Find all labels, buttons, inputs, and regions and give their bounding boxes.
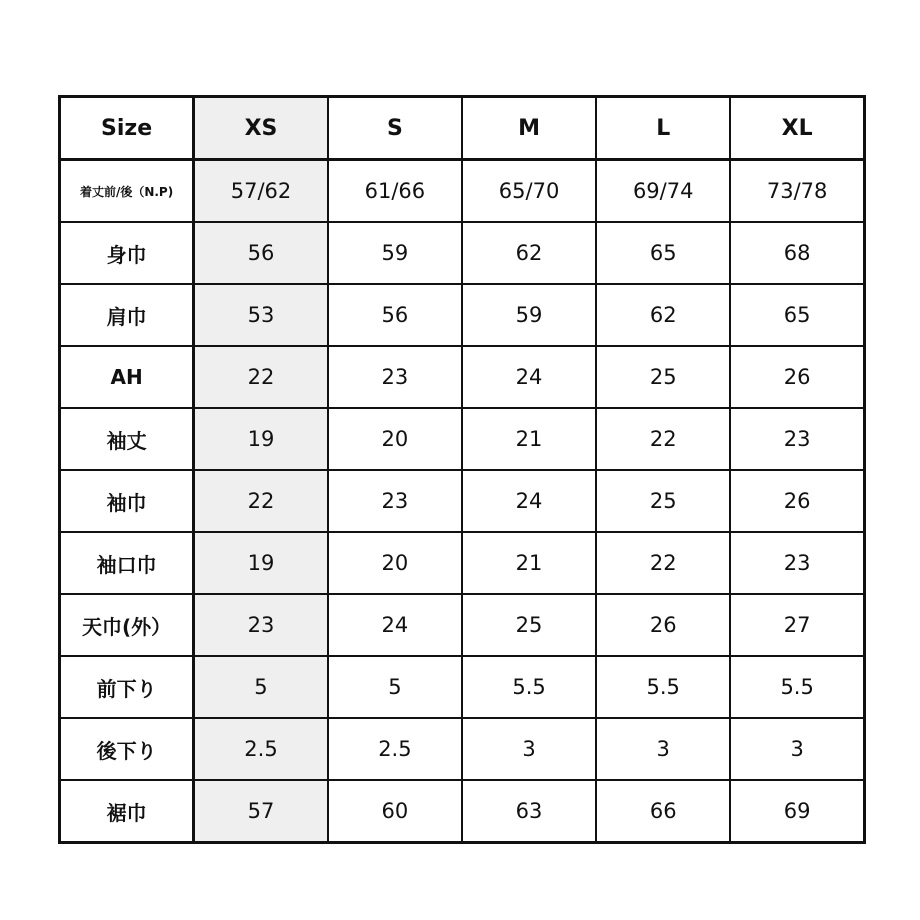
- cell-value: 25: [596, 346, 730, 408]
- table-row: [60, 346, 865, 408]
- row-label: 着丈前/後（N.P): [60, 160, 194, 223]
- cell-value: 62: [596, 284, 730, 346]
- cell-value: 61/66: [328, 160, 462, 223]
- cell-value: 26: [730, 470, 864, 532]
- cell-value: 3: [462, 718, 596, 780]
- cell-value: 5: [194, 656, 328, 718]
- cell-value: 2.5: [328, 718, 462, 780]
- cell-value: 27: [730, 594, 864, 656]
- cell-value: 63: [462, 780, 596, 843]
- cell-value: 22: [194, 470, 328, 532]
- header-size-xs: XS: [194, 97, 328, 160]
- cell-value: 68: [730, 222, 864, 284]
- cell-value: 23: [328, 470, 462, 532]
- cell-value: 26: [596, 594, 730, 656]
- cell-value: 25: [596, 470, 730, 532]
- cell-value: 62: [462, 222, 596, 284]
- cell-value: 5.5: [596, 656, 730, 718]
- cell-value: 5.5: [462, 656, 596, 718]
- row-label: AH: [60, 346, 194, 408]
- cell-value: 26: [730, 346, 864, 408]
- cell-value: 19: [194, 532, 328, 594]
- table-row: [60, 656, 865, 718]
- table-row: [60, 594, 865, 656]
- table-row: [60, 160, 865, 223]
- cell-value: 23: [730, 408, 864, 470]
- cell-value: 23: [730, 532, 864, 594]
- row-label: 袖巾: [60, 470, 194, 532]
- cell-value: 22: [194, 346, 328, 408]
- row-label: 天巾(外）: [60, 594, 194, 656]
- cell-value: 59: [328, 222, 462, 284]
- cell-value: 57: [194, 780, 328, 843]
- cell-value: 3: [730, 718, 864, 780]
- cell-value: 23: [328, 346, 462, 408]
- cell-value: 23: [194, 594, 328, 656]
- table-row: [60, 718, 865, 780]
- cell-value: 59: [462, 284, 596, 346]
- table-row: [60, 780, 865, 843]
- cell-value: 66: [596, 780, 730, 843]
- cell-value: 24: [462, 346, 596, 408]
- cell-value: 69/74: [596, 160, 730, 223]
- cell-value: 56: [328, 284, 462, 346]
- table-row: [60, 284, 865, 346]
- table-row: [60, 532, 865, 594]
- row-label: 前下り: [60, 656, 194, 718]
- cell-value: 20: [328, 408, 462, 470]
- row-label: 袖丈: [60, 408, 194, 470]
- table-row: [60, 222, 865, 284]
- cell-value: 60: [328, 780, 462, 843]
- cell-value: 65/70: [462, 160, 596, 223]
- cell-value: 24: [328, 594, 462, 656]
- header-size-m: M: [462, 97, 596, 160]
- row-label: 裾巾: [60, 780, 194, 843]
- cell-value: 65: [596, 222, 730, 284]
- cell-value: 25: [462, 594, 596, 656]
- row-label: 袖口巾: [60, 532, 194, 594]
- cell-value: 21: [462, 408, 596, 470]
- header-size-l: L: [596, 97, 730, 160]
- cell-value: 56: [194, 222, 328, 284]
- cell-value: 65: [730, 284, 864, 346]
- row-label: 身巾: [60, 222, 194, 284]
- header-size-xl: XL: [730, 97, 864, 160]
- cell-value: 21: [462, 532, 596, 594]
- cell-value: 5: [328, 656, 462, 718]
- cell-value: 20: [328, 532, 462, 594]
- cell-value: 19: [194, 408, 328, 470]
- header-size-s: S: [328, 97, 462, 160]
- cell-value: 57/62: [194, 160, 328, 223]
- cell-value: 69: [730, 780, 864, 843]
- cell-value: 24: [462, 470, 596, 532]
- size-chart-table: [58, 95, 866, 844]
- table-row: [60, 470, 865, 532]
- cell-value: 5.5: [730, 656, 864, 718]
- cell-value: 22: [596, 408, 730, 470]
- cell-value: 2.5: [194, 718, 328, 780]
- cell-value: 3: [596, 718, 730, 780]
- header-label: Size: [60, 97, 194, 160]
- cell-value: 53: [194, 284, 328, 346]
- cell-value: 22: [596, 532, 730, 594]
- row-label: 肩巾: [60, 284, 194, 346]
- cell-value: 73/78: [730, 160, 864, 223]
- table-row: [60, 408, 865, 470]
- row-label: 後下り: [60, 718, 194, 780]
- header-row: [60, 97, 865, 160]
